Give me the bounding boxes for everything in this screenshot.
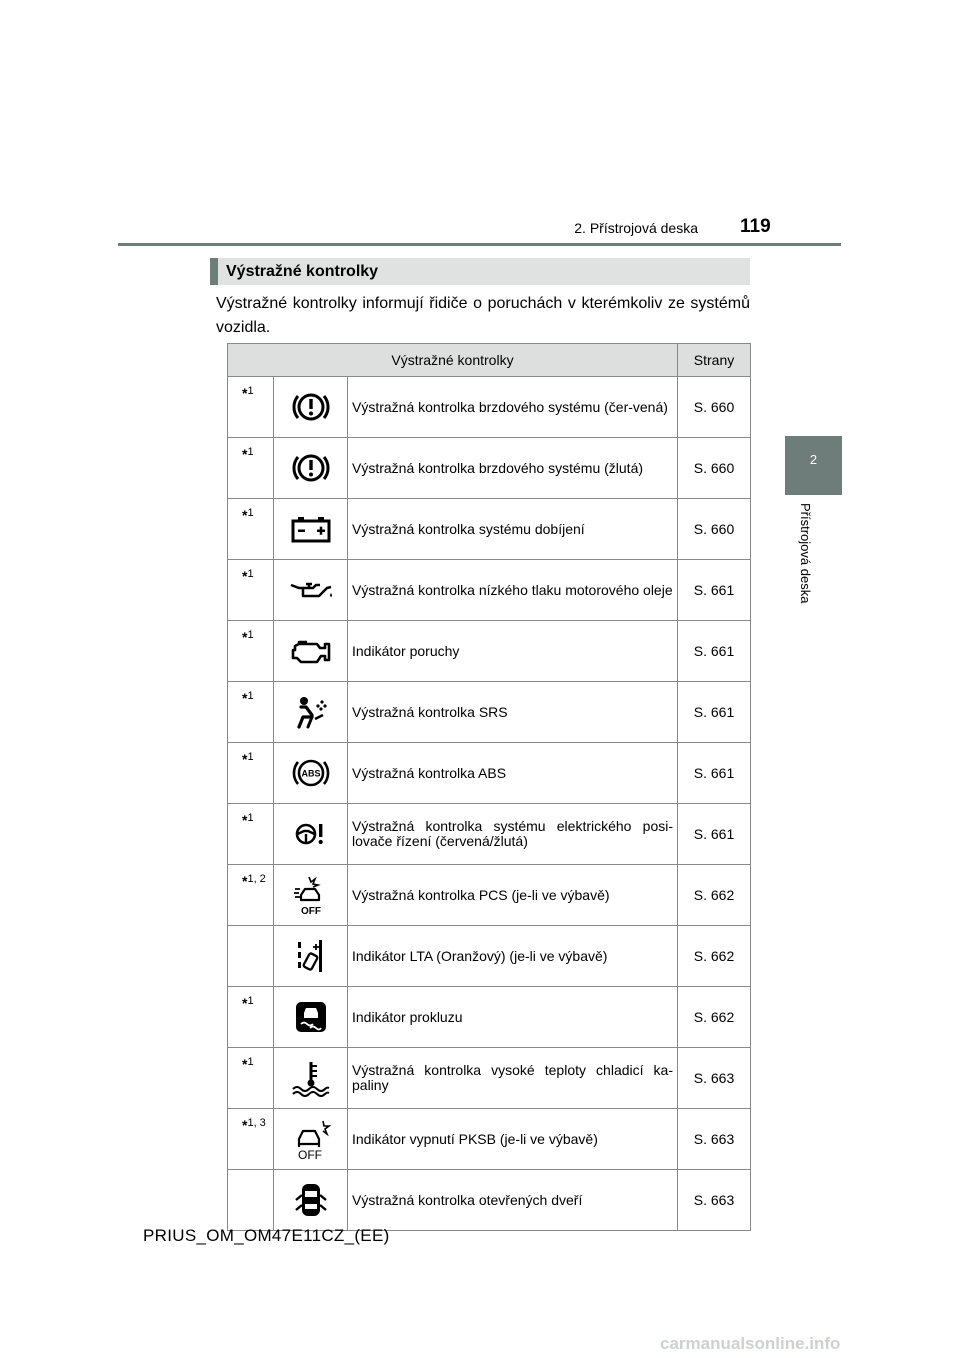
row-page-ref: S. 663 [678,1048,751,1109]
table-row [228,499,751,560]
coolant-temperature-icon [289,1059,333,1097]
footer-code: PRIUS_OM_OM47E11CZ_(EE) [143,1226,390,1245]
footnote-mark [228,926,274,987]
footnote-mark [228,682,274,743]
row-label: Výstražná kontrolka PCS (je-li ve výbavě) [348,865,678,926]
footnote-mark [228,1170,274,1231]
svg-text:ABS: ABS [300,768,321,779]
page-number: 119 [740,216,771,237]
row-label: Výstražná kontrolka systému dobíjení [348,499,678,560]
table-row [228,621,751,682]
row-page-ref: S. 660 [678,438,751,499]
footnote-number: 1 [247,446,254,458]
row-page-ref: S. 661 [678,560,751,621]
asterisk: * [242,446,248,462]
row-label: Výstražná kontrolka vysoké teploty chladicí ka-paliny [348,1048,678,1109]
header-lights: Výstražné kontrolky [228,344,678,377]
row-page-ref: S. 661 [678,743,751,804]
footnote-mark [228,377,274,438]
oil-pressure-icon [287,575,335,605]
asterisk: * [242,507,248,523]
footnote-mark [228,621,274,682]
asterisk: * [242,995,248,1011]
row-page-ref: S. 663 [678,1109,751,1170]
row-label: Indikátor vypnutí PKSB (je-li ve výbavě) [348,1109,678,1170]
footnote-mark [228,560,274,621]
row-label: Indikátor prokluzu [348,987,678,1048]
footnote-mark [228,438,274,499]
row-page-ref: S. 663 [678,1170,751,1231]
row-page-ref: S. 662 [678,865,751,926]
footnote-mark [228,499,274,560]
footnote-number: 1 [247,568,254,580]
table-row [228,1048,751,1109]
table-row [228,682,751,743]
footnote-number: 1 [247,1056,254,1068]
open-door-icon [293,1180,329,1220]
brake-system-red-icon [291,387,331,427]
section-title: Výstražné kontrolky [210,258,750,285]
side-tab-number: 2 [785,436,842,495]
table-row [228,438,751,499]
asterisk: * [242,629,248,645]
svg-text:OFF: OFF [297,1148,322,1161]
slip-indicator-icon [293,999,329,1035]
engine-malfunction-icon [289,634,333,668]
footnote-number: 1 [247,812,254,824]
table-row [228,987,751,1048]
footnote-mark [228,865,274,926]
table-row [228,560,751,621]
row-label: Výstražná kontrolka ABS [348,743,678,804]
row-label: Indikátor LTA (Oranžový) (je-li ve výbavě) [348,926,678,987]
table-row [228,804,751,865]
row-page-ref: S. 660 [678,377,751,438]
footnote-mark [228,987,274,1048]
asterisk: * [242,690,248,706]
row-label: Výstražná kontrolka nízkého tlaku motorového oleje [348,560,678,621]
row-label: Výstražná kontrolka SRS [348,682,678,743]
asterisk: * [242,385,248,401]
asterisk: * [242,1056,248,1072]
row-label: Výstražná kontrolka brzdového systému (čer-vená) [348,377,678,438]
footnote-mark [228,804,274,865]
footnote-mark [228,743,274,804]
row-page-ref: S. 661 [678,804,751,865]
battery-charging-icon [289,513,333,545]
footnote-mark [228,1048,274,1109]
asterisk: * [242,1117,248,1133]
table-row [228,865,751,926]
row-page-ref: S. 660 [678,499,751,560]
footnote-number: 1 [247,385,254,397]
footnote-number: 1, 3 [247,1117,266,1129]
footnote-number: 1 [247,751,254,763]
footnote-number: 1 [247,995,254,1007]
asterisk: * [242,812,248,828]
footnote-number: 1 [247,690,254,702]
row-page-ref: S. 662 [678,987,751,1048]
row-page-ref: S. 661 [678,682,751,743]
pksb-off-icon [289,1117,333,1161]
row-page-ref: S. 662 [678,926,751,987]
watermark: carmanualsonline.info [660,1334,841,1353]
power-steering-icon [291,819,331,849]
abs-icon [291,753,331,793]
header-rule [118,243,841,246]
table-row [228,1170,751,1231]
footnote-number: 1, 2 [247,873,266,885]
footnote-number: 1 [247,507,254,519]
pcs-off-icon [291,873,331,917]
footnote-number: 1 [247,629,254,641]
chapter-title: 2. Přístrojová deska [574,220,698,236]
side-tab-label: Přístrojová deska [798,503,813,604]
table-row [228,743,751,804]
table-row [228,926,751,987]
header-pages: Strany [678,344,751,377]
asterisk: * [242,568,248,584]
asterisk: * [242,873,248,889]
row-label: Výstražná kontrolka otevřených dveří [348,1170,678,1231]
table-header-row [228,344,751,377]
table-row [228,1109,751,1170]
footnote-mark [228,1109,274,1170]
brake-system-yellow-icon [291,448,331,488]
srs-airbag-icon [291,693,331,731]
row-label: Indikátor poruchy [348,621,678,682]
section-intro: Výstražné kontrolky informují řidiče o poruchách v kterémkoliv ze systémů vozidla. [216,295,750,336]
row-label: Výstražná kontrolka systému elektrického posi-lovače řízení (červená/žlutá) [348,804,678,865]
row-label: Výstražná kontrolka brzdového systému (žlutá) [348,438,678,499]
svg-text:OFF: OFF [300,906,321,917]
warning-lights-table [227,343,751,1231]
lta-lane-icon [291,936,331,976]
table-row [228,377,751,438]
row-page-ref: S. 661 [678,621,751,682]
asterisk: * [242,751,248,767]
